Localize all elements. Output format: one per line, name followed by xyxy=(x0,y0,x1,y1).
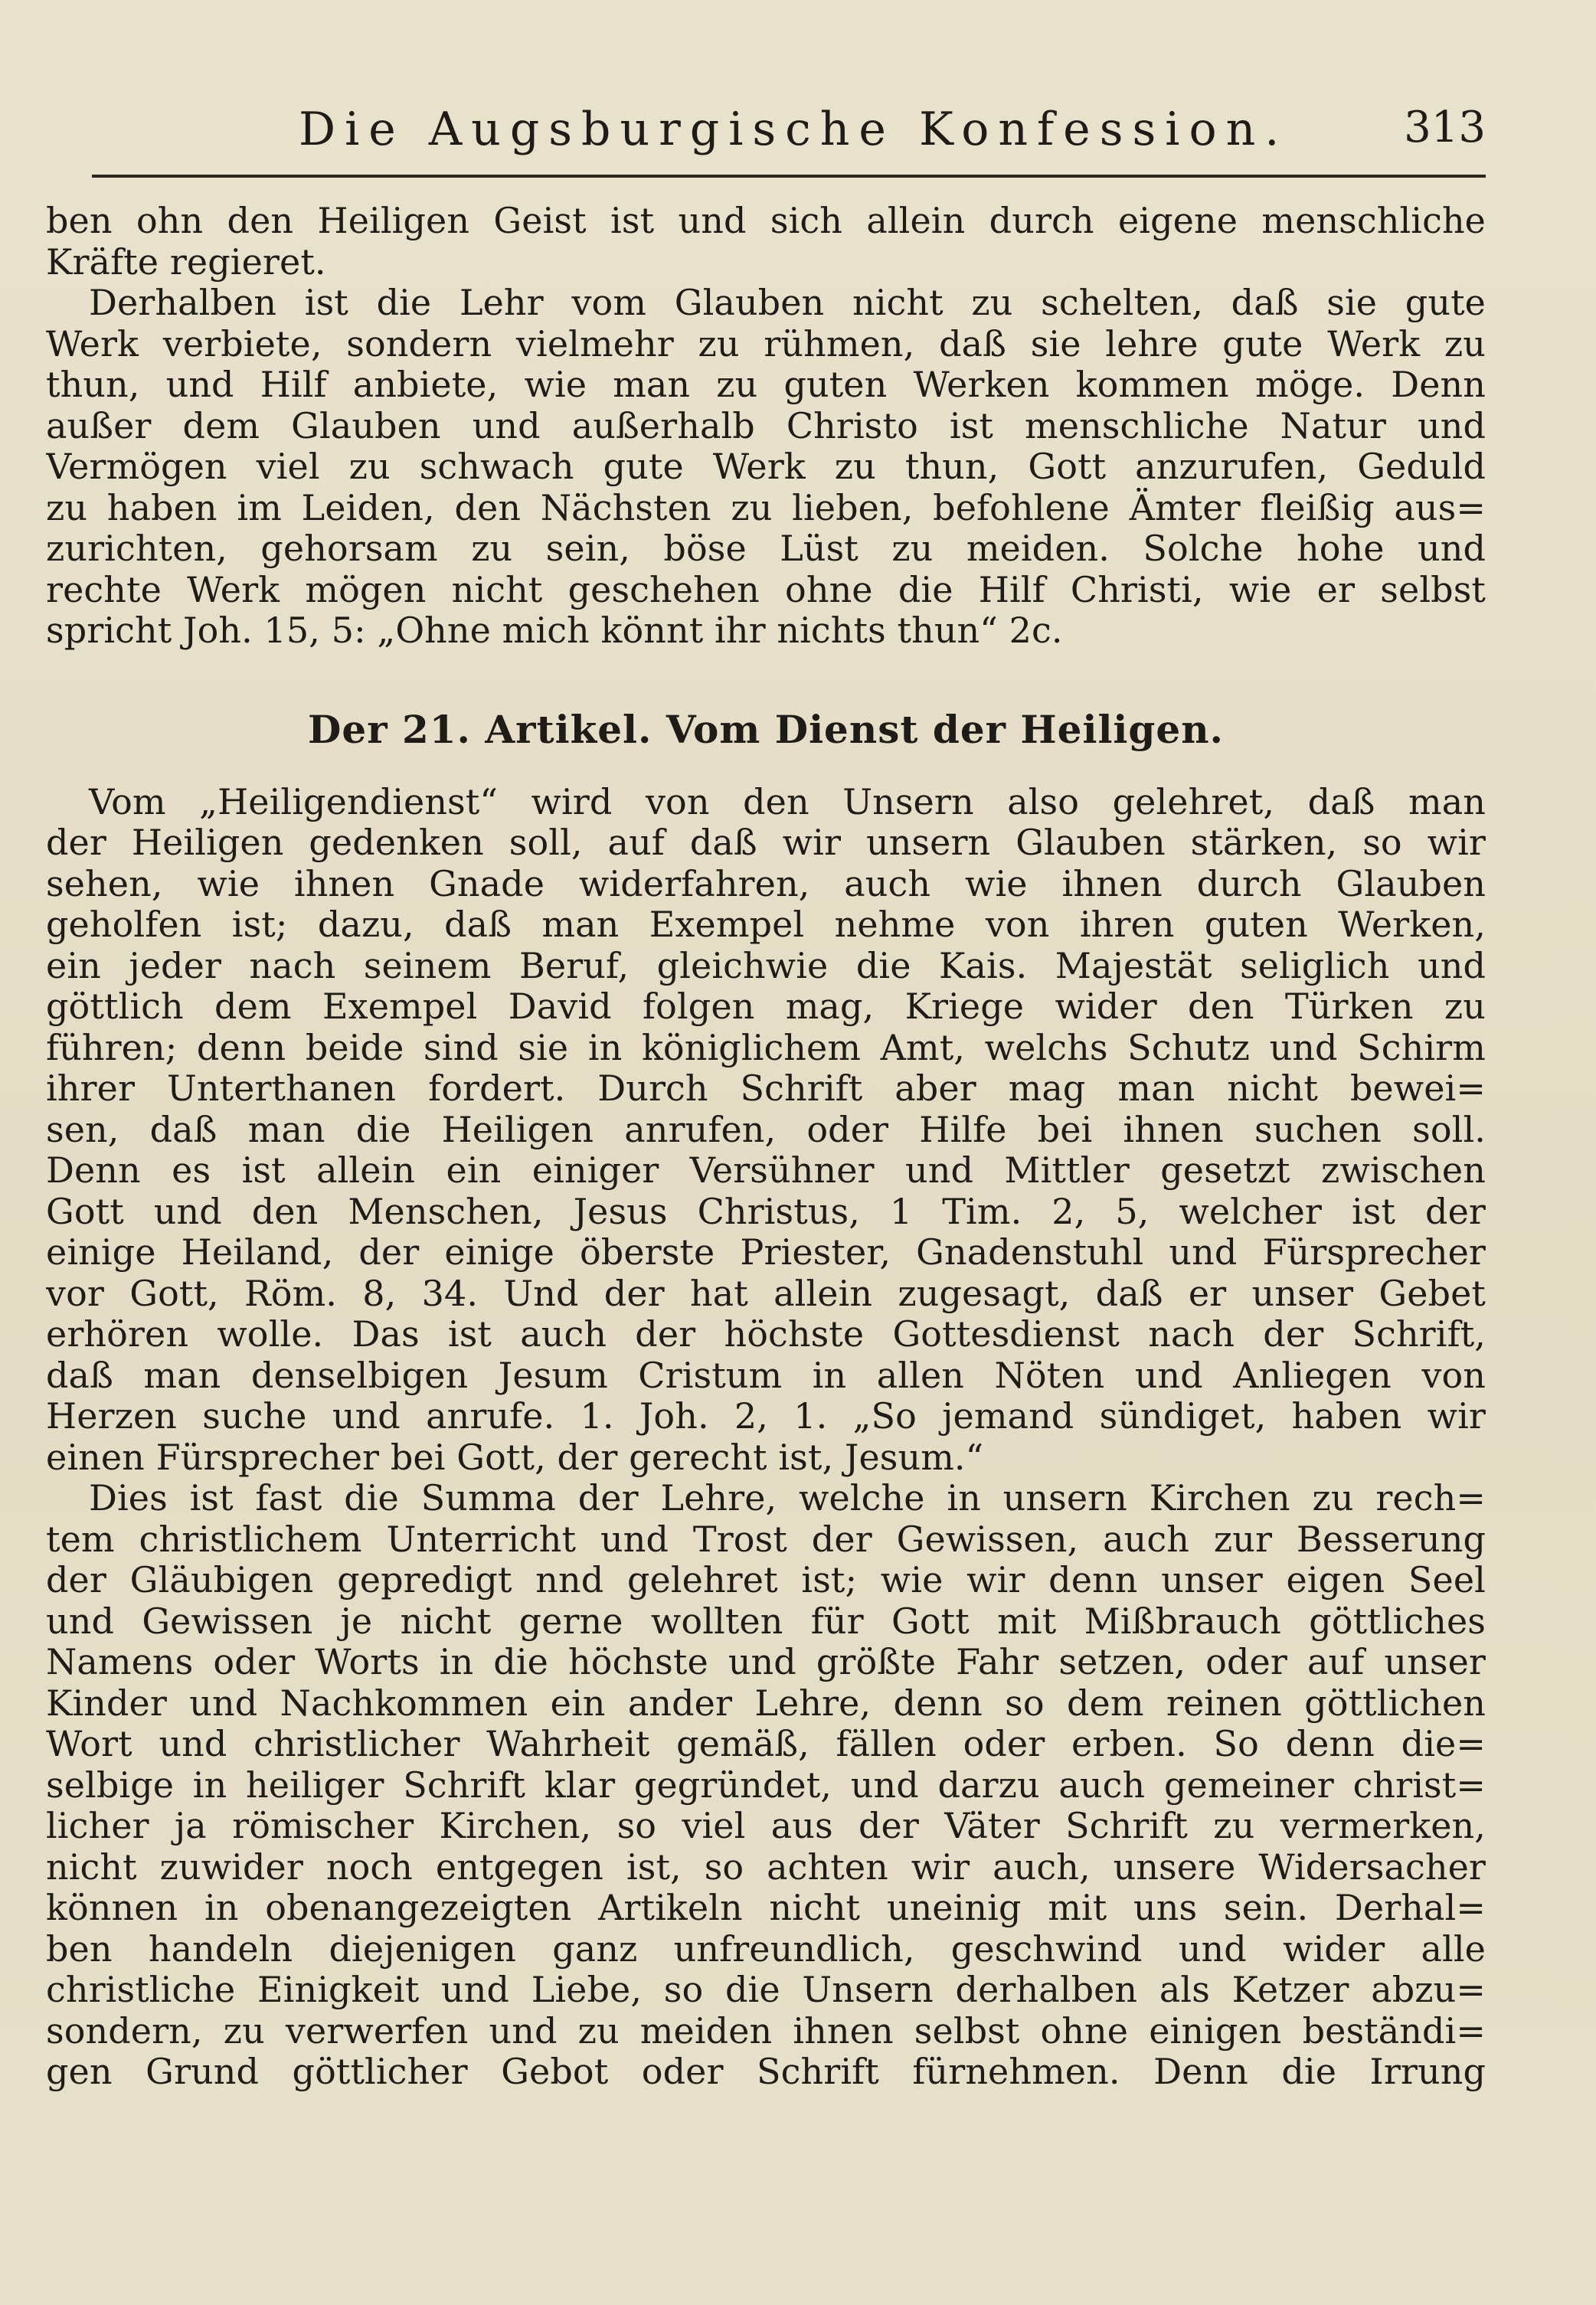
running-title: Die Augsburgische Konfession. xyxy=(299,103,1289,156)
text-line: Namens oder Worts in die höchste und größte Fahr setzen, oder auf unser xyxy=(46,1642,1486,1682)
text-line: geholfen ist; dazu, daß man Exempel nehme von ihren guten Werken, xyxy=(46,904,1486,945)
text-line: sehen, wie ihnen Gnade widerfahren, auch wie ihnen durch Glauben xyxy=(46,863,1486,904)
page-body xyxy=(46,201,1486,2093)
text-line: thun, und Hilf anbiete, wie man zu guten Werken kommen möge. Denn xyxy=(46,365,1486,405)
text-line: der Heiligen gedenken soll, auf daß wir unsern Glauben stärken, so wir xyxy=(46,822,1486,863)
text-line: spricht Joh. 15, 5: „Ohne mich könnt ihr nichts thun“ 2c. xyxy=(46,610,1063,651)
text-line: außer dem Glauben und außerhalb Christo ist menschliche Natur und xyxy=(46,405,1486,446)
text-line: Vom „Heiligendienst“ wird von den Unsern also gelehret, daß man xyxy=(89,781,1486,822)
text-line: ein jeder nach seinem Beruf, gleichwie die Kais. Majestät seliglich und xyxy=(46,945,1486,986)
text-line: vor Gott, Röm. 8, 34. Und der hat allein zugesagt, daß er unser Gebet xyxy=(46,1273,1486,1314)
page-number: 313 xyxy=(1404,103,1486,152)
text-line: führen; denn beide sind sie in königlichem Amt, welchs Schutz und Schirm xyxy=(46,1027,1486,1068)
text-line: rechte Werk mögen nicht geschehen ohne die Hilf Christi, wie er selbst xyxy=(46,569,1486,610)
text-line: christliche Einigkeit und Liebe, so die Unsern derhalben als Ketzer abzu= xyxy=(46,1970,1486,2010)
paragraph-continued xyxy=(46,201,1486,283)
text-line: Dies ist fast die Summa der Lehre, welche in unsern Kirchen zu rech= xyxy=(89,1478,1486,1519)
text-line: Werk verbiete, sondern vielmehr zu rühmen, daß sie lehre gute Werk zu xyxy=(46,323,1486,365)
text-line: Kinder und Nachkommen ein ander Lehre, denn so dem reinen göttlichen xyxy=(46,1682,1486,1724)
text-line: können in obenangezeigten Artikeln nicht uneinig mit uns sein. Derhal= xyxy=(46,1888,1486,1928)
text-line: ben ohn den Heiligen Geist ist und sich allein durch eigene menschliche xyxy=(46,201,1486,241)
text-line: einen Fürsprecher bei Gott, der gerecht ist, Jesum.“ xyxy=(46,1437,984,1478)
text-line: der Gläubigen gepredigt nnd gelehret ist; wie wir denn unser eigen Seel xyxy=(46,1560,1486,1600)
text-line: Gott und den Menschen, Jesus Christus, 1 Tim. 2, 5, welcher ist der xyxy=(46,1191,1486,1232)
text-line: sen, daß man die Heiligen anrufen, oder Hilfe bei ihnen suchen soll. xyxy=(46,1109,1486,1150)
heading-gap xyxy=(46,763,1486,782)
text-line: ihrer Unterthanen fordert. Durch Schrift aber mag man nicht bewei= xyxy=(46,1068,1486,1109)
text-line: tem christlichem Unterricht und Trost der Gewissen, auch zur Besserung xyxy=(46,1519,1486,1560)
text-line: erhören wolle. Das ist auch der höchste Gottesdienst nach der Schrift, xyxy=(46,1314,1486,1355)
text-line: Wort und christlicher Wahrheit gemäß, fällen oder erben. So denn die= xyxy=(46,1724,1486,1764)
paragraph-summa xyxy=(46,1478,1486,2093)
text-line: göttlich dem Exempel David folgen mag, Kriege wider den Türken zu xyxy=(46,986,1486,1027)
text-line: Denn es ist allein ein einiger Versühner und Mittler gesetzt zwischen xyxy=(46,1150,1486,1191)
text-line: zurichten, gehorsam zu sein, böse Lüst zu meiden. Solche hohe und xyxy=(46,528,1486,569)
text-line: selbige in heiliger Schrift klar gegründet, und darzu auch gemeiner christ= xyxy=(46,1764,1486,1806)
text-line: einige Heiland, der einige öberste Priester, Gnadenstuhl und Fürsprecher xyxy=(46,1232,1486,1273)
text-line: Derhalben ist die Lehr vom Glauben nicht zu schelten, daß sie gute xyxy=(89,283,1486,323)
text-line: Herzen suche und anrufe. 1. Joh. 2, 1. „So jemand sündiget, haben wir xyxy=(46,1396,1486,1437)
paragraph-heiligendienst xyxy=(46,782,1486,1479)
text-line: ben handeln diejenigen ganz unfreundlich, geschwind und wider alle xyxy=(46,1928,1486,1970)
text-line: zu haben im Leiden, den Nächsten zu lieben, befohlene Ämter fleißig aus= xyxy=(46,487,1486,528)
text-line: gen Grund göttlicher Gebot oder Schrift fürnehmen. Denn die Irrung xyxy=(46,2052,1486,2092)
text-line: nicht zuwider noch entgegen ist, so achten wir auch, unsere Widersacher xyxy=(46,1846,1486,1888)
text-line: Kräfte regieret. xyxy=(46,241,326,283)
section-gap xyxy=(46,652,1486,696)
text-line: sondern, zu verwerfen und zu meiden ihnen selbst ohne einigen beständi= xyxy=(46,2010,1486,2052)
text-line: Vermögen viel zu schwach gute Werk zu thun, Gott anzurufen, Geduld xyxy=(46,446,1486,487)
text-line: licher ja römischer Kirchen, so viel aus der Väter Schrift zu vermerken, xyxy=(46,1806,1486,1846)
text-line: daß man denselbigen Jesum Cristum in allen Nöten und Anliegen von xyxy=(46,1355,1486,1396)
article-heading: Der 21. Artikel. Vom Dienst der Heiligen. xyxy=(308,706,1224,752)
paragraph-derhalben xyxy=(46,283,1486,652)
text-line: und Gewissen je nicht gerne wollten für Gott mit Mißbrauch göttliches xyxy=(46,1600,1486,1642)
page-header xyxy=(92,96,1486,165)
header-rule xyxy=(92,175,1486,178)
